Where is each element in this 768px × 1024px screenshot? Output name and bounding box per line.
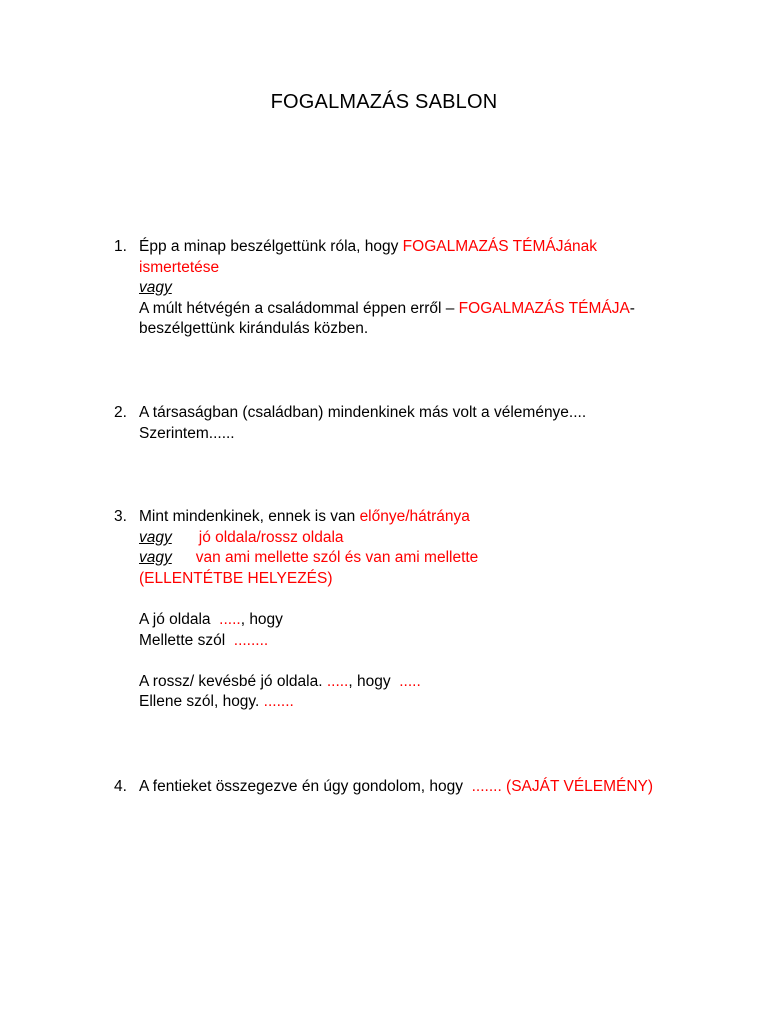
- text-run: A jó oldala: [139, 610, 220, 628]
- text-run: A rossz/ kevésbé jó oldala.: [139, 672, 327, 690]
- highlight-text: előnye/hátránya: [359, 508, 470, 525]
- text-run: Szerintem......: [139, 424, 235, 442]
- highlight-text: van ami mellette szól és van ami mellette: [195, 549, 479, 567]
- highlight-text: jó oldala/rossz oldala: [198, 528, 344, 546]
- or-word: vagy: [139, 528, 172, 546]
- highlight-text: FOGALMAZÁS TÉMÁJának: [402, 238, 598, 255]
- or-word: vagy: [139, 279, 172, 297]
- text-run: Mint mindenkinek, ennek is van: [139, 508, 360, 525]
- list-item-body: [139, 777, 659, 798]
- text-run: A fentieket összegezve én úgy gondolom, hogy: [139, 778, 472, 795]
- text-run: , hogy: [348, 672, 400, 690]
- placeholder-dots: .....: [326, 672, 349, 690]
- placeholder-dots: .....: [219, 610, 241, 628]
- placeholder-dots: .....: [399, 672, 421, 690]
- highlight-text: FOGALMAZÁS TÉMÁJA: [458, 299, 630, 317]
- text-run: beszélgettünk kirándulás közben.: [139, 320, 369, 338]
- list-number: 1.: [114, 238, 127, 255]
- list-item-body: [139, 403, 659, 444]
- highlight-text: (ELLENTÉTBE HELYEZÉS): [139, 569, 333, 587]
- list-number: 4.: [114, 778, 127, 795]
- text-run: Ellene szól, hogy.: [139, 693, 264, 711]
- text-run: A múlt hétvégén a családommal éppen erről –: [139, 299, 459, 317]
- highlight-text: ....... (SAJÁT VÉLEMÉNY): [471, 778, 654, 795]
- placeholder-dots: .......: [263, 693, 294, 711]
- text-run: Mellette szól: [139, 631, 234, 649]
- text-run: Épp a minap beszélgettünk róla, hogy: [139, 238, 403, 255]
- text-run: -: [629, 299, 635, 317]
- or-word: vagy: [139, 549, 172, 567]
- text-run: A társaságban (családban) mindenkinek más volt a véleménye....: [139, 404, 587, 421]
- list-item-body: [139, 507, 659, 713]
- document-title: FOGALMAZÁS SABLON: [270, 91, 498, 113]
- text-run: , hogy: [240, 610, 283, 628]
- highlight-text: ismertetése: [139, 258, 220, 276]
- list-number: 3.: [114, 508, 127, 525]
- placeholder-dots: ........: [233, 631, 269, 649]
- list-item-body: [139, 237, 659, 340]
- list-number: 2.: [114, 404, 127, 421]
